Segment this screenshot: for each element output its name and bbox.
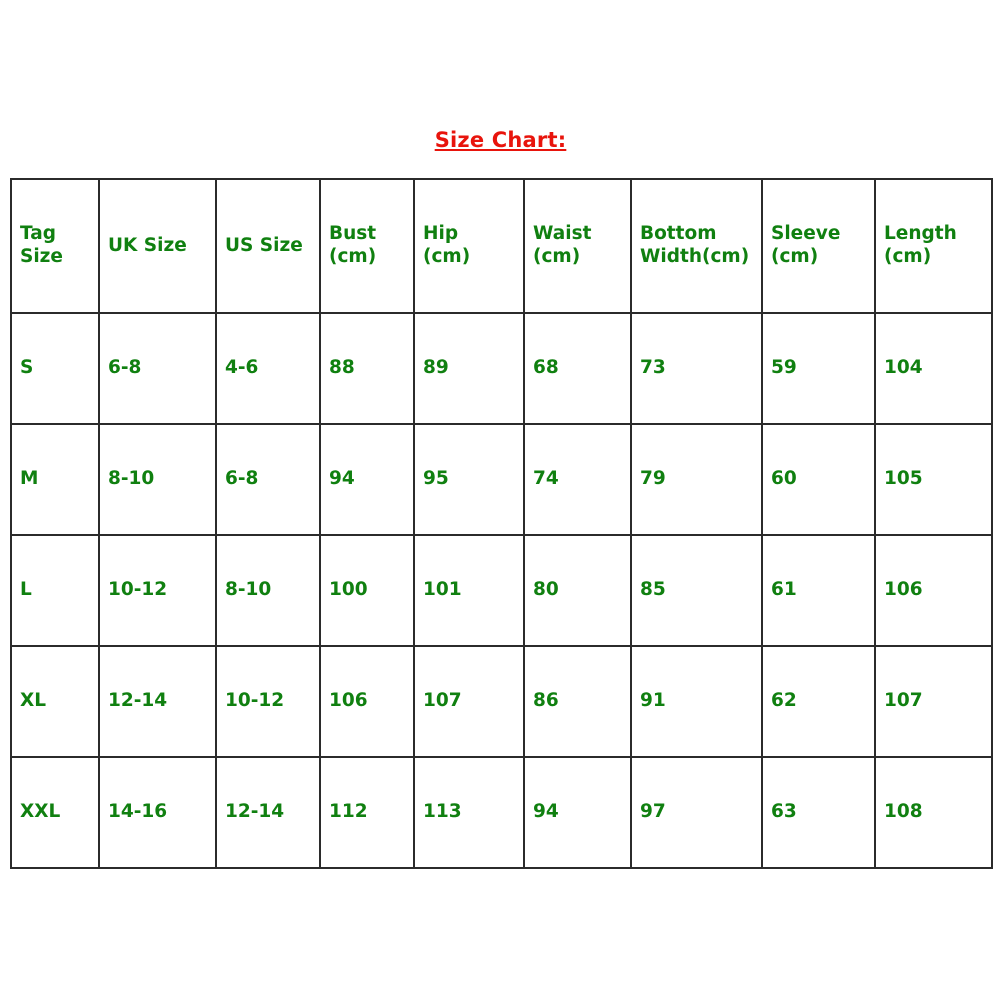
cell-hip: 101 xyxy=(414,535,524,646)
header-line-2: (cm) xyxy=(884,246,932,267)
cell-sleeve: 62 xyxy=(762,646,875,757)
cell-tag-size: L xyxy=(11,535,99,646)
table-row xyxy=(11,535,992,646)
header-line-2: Width(cm) xyxy=(640,246,750,267)
header-line-1: Hip xyxy=(423,223,459,245)
header-line-1: US Size xyxy=(225,234,303,256)
table-row xyxy=(11,646,992,757)
cell-us-size: 4-6 xyxy=(216,313,320,424)
cell-waist: 74 xyxy=(524,424,631,535)
table-row xyxy=(11,757,992,868)
cell-us-size: 8-10 xyxy=(216,535,320,646)
cell-sleeve: 60 xyxy=(762,424,875,535)
cell-bottom-width: 73 xyxy=(631,313,762,424)
cell-length: 106 xyxy=(875,535,992,646)
cell-uk-size: 10-12 xyxy=(99,535,216,646)
header-line-2: (cm) xyxy=(423,246,471,267)
cell-bottom-width: 79 xyxy=(631,424,762,535)
cell-waist: 94 xyxy=(524,757,631,868)
cell-waist: 80 xyxy=(524,535,631,646)
column-header-uk-size xyxy=(99,179,216,313)
cell-uk-size: 14-16 xyxy=(99,757,216,868)
cell-waist: 86 xyxy=(524,646,631,757)
cell-length: 108 xyxy=(875,757,992,868)
column-header-bottom-width xyxy=(631,179,762,313)
cell-bust: 94 xyxy=(320,424,414,535)
cell-sleeve: 63 xyxy=(762,757,875,868)
size-chart-table xyxy=(10,178,993,869)
cell-waist: 68 xyxy=(524,313,631,424)
header-line-2: (cm) xyxy=(329,246,377,267)
table-header-row xyxy=(11,179,992,313)
cell-bottom-width: 91 xyxy=(631,646,762,757)
header-line-2: (cm) xyxy=(771,246,819,267)
cell-sleeve: 59 xyxy=(762,313,875,424)
column-header-length xyxy=(875,179,992,313)
cell-hip: 95 xyxy=(414,424,524,535)
header-line-1: Sleeve xyxy=(771,223,841,245)
column-header-tag-size xyxy=(11,179,99,313)
page-title: Size Chart: xyxy=(434,128,567,152)
cell-tag-size: M xyxy=(11,424,99,535)
cell-length: 104 xyxy=(875,313,992,424)
cell-bust: 106 xyxy=(320,646,414,757)
header-line-1: Bust xyxy=(329,223,377,245)
column-header-us-size xyxy=(216,179,320,313)
header-line-1: Length xyxy=(884,223,957,245)
column-header-hip xyxy=(414,179,524,313)
cell-tag-size: XL xyxy=(11,646,99,757)
table-row xyxy=(11,313,992,424)
cell-uk-size: 12-14 xyxy=(99,646,216,757)
cell-us-size: 6-8 xyxy=(216,424,320,535)
header-line-2: (cm) xyxy=(533,246,581,267)
cell-hip: 89 xyxy=(414,313,524,424)
cell-uk-size: 6-8 xyxy=(99,313,216,424)
cell-us-size: 12-14 xyxy=(216,757,320,868)
cell-bottom-width: 85 xyxy=(631,535,762,646)
table-row xyxy=(11,424,992,535)
cell-sleeve: 61 xyxy=(762,535,875,646)
cell-hip: 113 xyxy=(414,757,524,868)
header-line-2: Size xyxy=(20,246,63,267)
cell-tag-size: XXL xyxy=(11,757,99,868)
header-line-1: Tag xyxy=(20,223,56,245)
header-line-1: Bottom xyxy=(640,223,717,245)
cell-bust: 100 xyxy=(320,535,414,646)
cell-bust: 88 xyxy=(320,313,414,424)
cell-length: 107 xyxy=(875,646,992,757)
cell-hip: 107 xyxy=(414,646,524,757)
column-header-bust xyxy=(320,179,414,313)
cell-bottom-width: 97 xyxy=(631,757,762,868)
column-header-sleeve xyxy=(762,179,875,313)
header-line-1: UK Size xyxy=(108,234,187,256)
header-line-1: Waist xyxy=(533,223,592,245)
column-header-waist xyxy=(524,179,631,313)
cell-us-size: 10-12 xyxy=(216,646,320,757)
cell-uk-size: 8-10 xyxy=(99,424,216,535)
cell-length: 105 xyxy=(875,424,992,535)
cell-bust: 112 xyxy=(320,757,414,868)
cell-tag-size: S xyxy=(11,313,99,424)
